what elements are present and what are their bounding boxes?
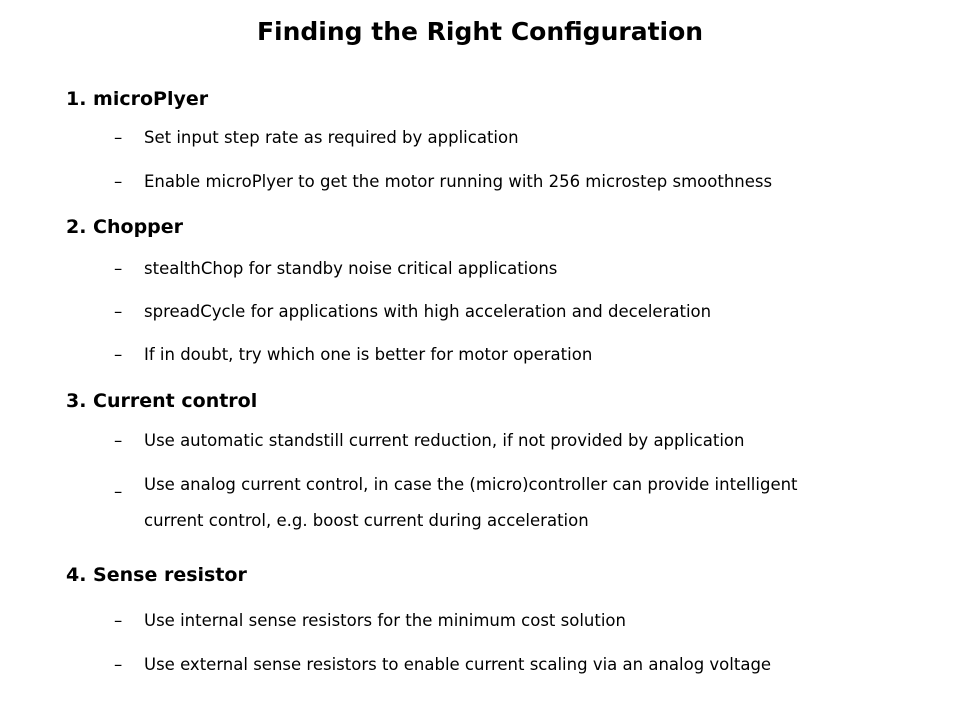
bullet-item [114,430,744,452]
bullet-item [114,127,519,149]
bullet-text: Use analog current control, in case the (micro)controller can provide intelligent current control, e.g. boost current during acceleration [144,475,798,530]
bullet-text: Use automatic standstill current reduction, if not provided by application [144,431,745,450]
bullet-text: Enable microPlyer to get the motor running with 256 microstep smoothness [144,172,773,191]
bullet-dash: – [114,302,123,321]
bullet-item [114,171,772,193]
bullet-item [114,610,626,632]
bullet-dash: – [114,482,123,501]
bullet-dash: – [114,345,123,364]
bullet-item [114,467,814,539]
bullet-text: Use external sense resistors to enable current scaling via an analog voltage [144,655,772,674]
bullet-dash: – [114,259,123,278]
bullet-item [114,301,711,323]
bullet-dash: – [114,128,123,147]
section-heading-sense-resistor: 4. Sense resistor [66,564,247,586]
bullet-text: Use internal sense resistors for the minimum cost solution [144,611,626,630]
section-heading-microplyer: 1. microPlyer [66,88,209,110]
bullet-text: If in doubt, try which one is better for motor operation [144,345,593,364]
bullet-text: spreadCycle for applications with high acceleration and deceleration [144,302,712,321]
bullet-dash: – [114,611,123,630]
bullet-dash: – [114,172,123,191]
bullet-text: stealthChop for standby noise critical applications [144,259,558,278]
bullet-dash: – [114,655,123,674]
bullet-item [114,654,771,676]
slide-title: Finding the Right Configuration [256,17,704,46]
bullet-item [114,344,592,366]
bullet-text: Set input step rate as required by application [144,128,519,147]
section-heading-current-control: 3. Current control [66,390,258,412]
bullet-item [114,258,557,280]
section-heading-chopper: 2. Chopper [66,216,184,238]
bullet-dash: – [114,431,123,450]
